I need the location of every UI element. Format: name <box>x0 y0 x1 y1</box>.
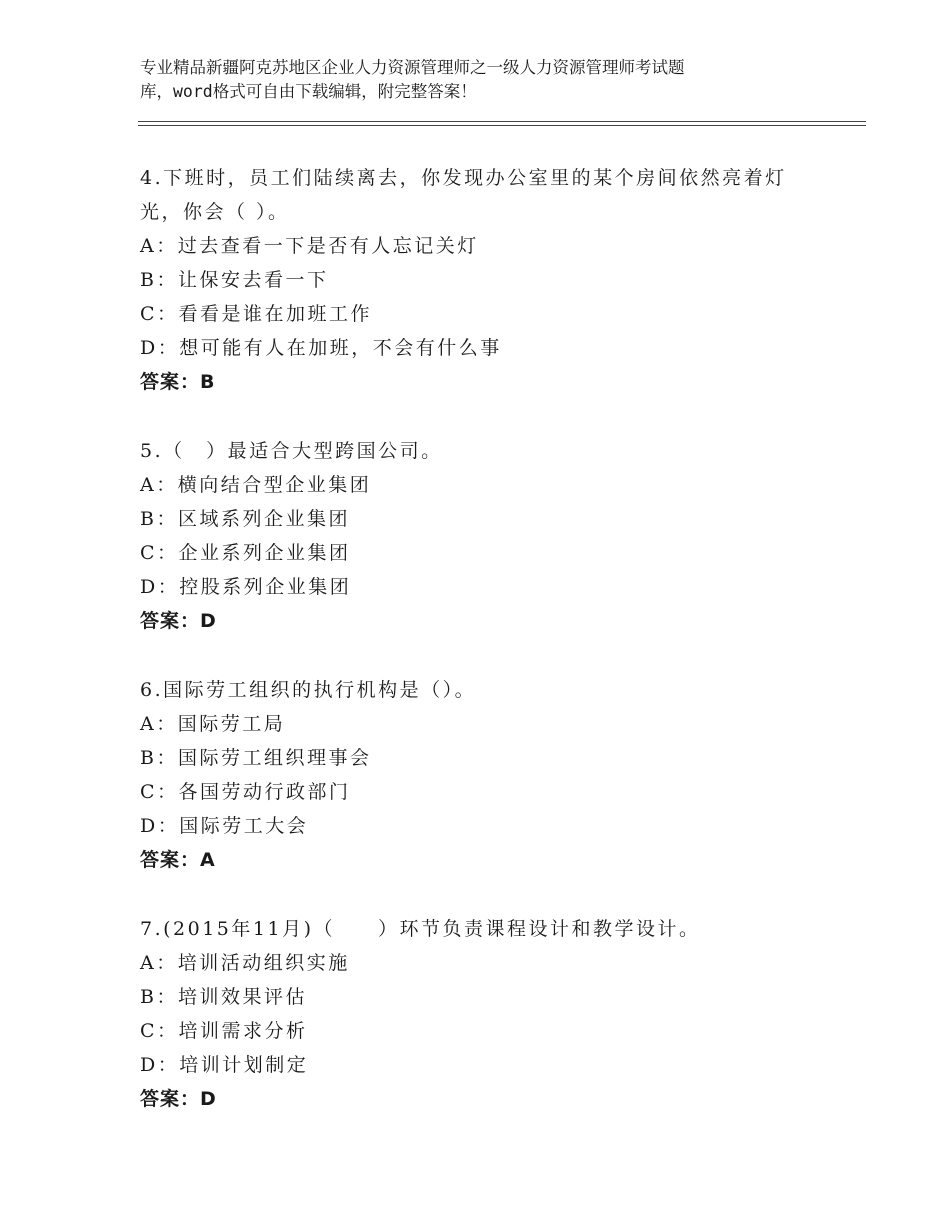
option-b: B：国际劳工组织理事会 <box>140 747 372 769</box>
option-d: D：想可能有人在加班，不会有什么事 <box>140 337 502 359</box>
answer-line: 答案：D <box>140 1088 217 1110</box>
option-d: D：培训计划制定 <box>140 1054 309 1076</box>
answer-line: 答案：A <box>140 849 216 871</box>
question-7 <box>140 912 820 1116</box>
header-title-line-2: 库，word格式可自由下载编辑，附完整答案！ <box>140 82 477 101</box>
question-5 <box>140 434 820 638</box>
header-divider-top <box>138 121 866 122</box>
answer-line: 答案：B <box>140 371 216 393</box>
question-stem: 7.(2015年11月)（ ）环节负责课程设计和教学设计。 <box>140 918 701 940</box>
question-stem: 4.下班时，员工们陆续离去，你发现办公室里的某个房间依然亮着灯 <box>140 167 787 189</box>
header-title-line-1: 专业精品新疆阿克苏地区企业人力资源管理师之一级人力资源管理师考试题 <box>140 58 685 77</box>
question-4 <box>140 161 820 399</box>
option-a: A：过去查看一下是否有人忘记关灯 <box>140 235 479 257</box>
option-b: B：培训效果评估 <box>140 986 307 1008</box>
option-c: C：看看是谁在加班工作 <box>140 303 373 325</box>
option-a: A：国际劳工局 <box>140 713 286 735</box>
header-divider-bottom <box>138 125 866 126</box>
option-b: B：区域系列企业集团 <box>140 508 350 530</box>
document-header <box>140 56 780 104</box>
option-d: D：控股系列企业集团 <box>140 576 352 598</box>
answer-line: 答案：D <box>140 610 217 632</box>
option-a: A：横向结合型企业集团 <box>140 474 372 496</box>
option-b: B：让保安去看一下 <box>140 269 329 291</box>
option-d: D：国际劳工大会 <box>140 815 309 837</box>
question-6 <box>140 673 820 877</box>
question-stem: 6.国际劳工组织的执行机构是（）。 <box>140 679 477 701</box>
question-stem-continued: 光，你会（ ）。 <box>140 201 290 223</box>
question-stem: 5.（ ）最适合大型跨国公司。 <box>140 440 443 462</box>
option-a: A：培训活动组织实施 <box>140 952 350 974</box>
option-c: C：企业系列企业集团 <box>140 542 351 564</box>
option-c: C：培训需求分析 <box>140 1020 308 1042</box>
option-c: C：各国劳动行政部门 <box>140 781 351 803</box>
